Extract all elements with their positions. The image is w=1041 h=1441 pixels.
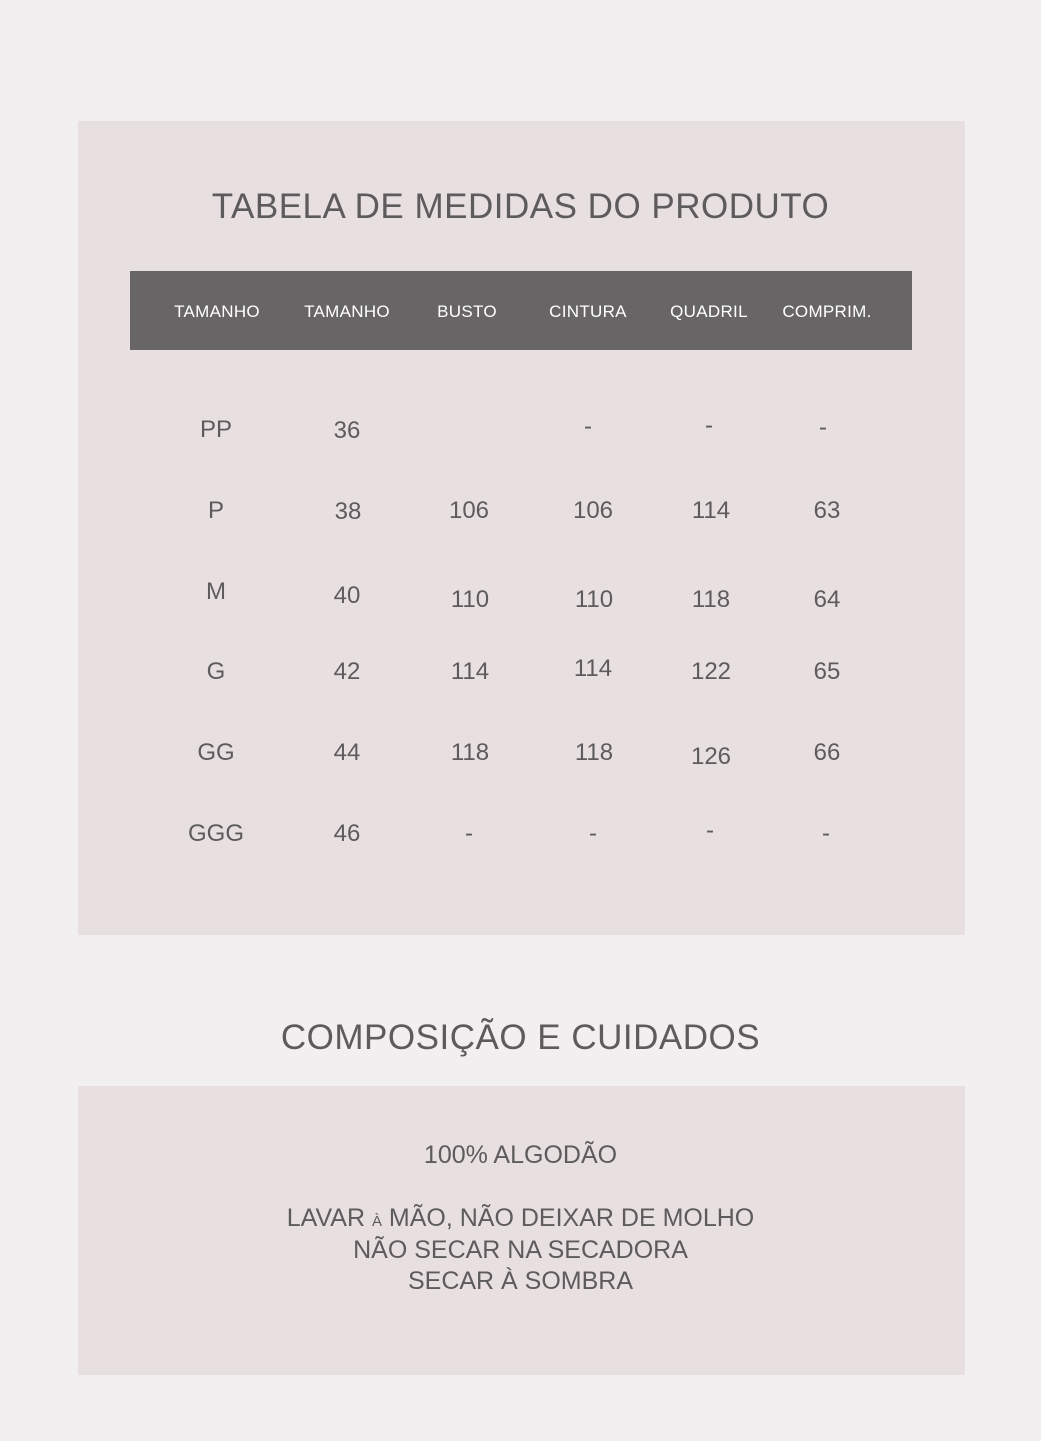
table-cell: 64 bbox=[813, 586, 841, 613]
table-cell: 110 bbox=[450, 586, 490, 613]
table-cell: P bbox=[207, 497, 224, 524]
table-cell: - bbox=[819, 414, 827, 441]
table-cell: - bbox=[584, 413, 592, 440]
table-cell: 38 bbox=[334, 498, 362, 525]
table-cell: 114 bbox=[573, 655, 613, 682]
table-cell: G bbox=[206, 658, 226, 685]
table-cell: 36 bbox=[333, 417, 361, 444]
care-section-title: COMPOSIÇÃO E CUIDADOS bbox=[280, 1018, 761, 1057]
table-cell: 114 bbox=[450, 658, 490, 685]
header-size-letter: TAMANHO bbox=[174, 302, 260, 321]
table-cell: 42 bbox=[333, 658, 361, 685]
care-instruction-dryer: NÃO SECAR NA SECADORA bbox=[353, 1236, 688, 1264]
header-waist: CINTURA bbox=[549, 302, 627, 321]
table-cell: 40 bbox=[333, 582, 361, 609]
care-instruction-shade: SECAR À SOMBRA bbox=[407, 1267, 634, 1295]
table-cell: - bbox=[706, 817, 714, 844]
table-cell: PP bbox=[199, 416, 232, 443]
care-instruction-wash bbox=[0, 1204, 1041, 1233]
table-cell: 118 bbox=[450, 739, 490, 766]
table-cell: 122 bbox=[690, 658, 732, 685]
table-cell: 66 bbox=[813, 739, 841, 766]
table-cell: M bbox=[206, 578, 226, 605]
table-cell: GGG bbox=[187, 820, 244, 847]
table-cell: - bbox=[705, 412, 713, 439]
care-instruction-wash-part2: À bbox=[371, 1213, 382, 1230]
size-table-header bbox=[130, 271, 912, 350]
table-cell: 44 bbox=[333, 739, 361, 766]
header-hip: QUADRIL bbox=[670, 302, 748, 321]
table-cell: 126 bbox=[690, 743, 732, 770]
table-cell: 106 bbox=[572, 497, 614, 524]
table-cell: 118 bbox=[691, 586, 731, 613]
care-instruction-wash-part3: MÃO, NÃO DEIXAR DE MOLHO bbox=[381, 1204, 755, 1232]
table-cell: 63 bbox=[813, 497, 841, 524]
size-table-panel bbox=[78, 121, 965, 935]
table-cell: GG bbox=[197, 739, 235, 766]
table-cell: 114 bbox=[691, 497, 731, 524]
table-cell: 46 bbox=[333, 820, 361, 847]
table-cell: 106 bbox=[448, 497, 490, 524]
composition-text: 100% ALGODÃO bbox=[423, 1141, 618, 1169]
table-cell: - bbox=[589, 820, 597, 847]
table-cell: 65 bbox=[813, 658, 841, 685]
table-cell: - bbox=[822, 820, 830, 847]
header-length: COMPRIM. bbox=[782, 302, 872, 321]
table-cell: - bbox=[465, 820, 473, 847]
size-table-title: TABELA DE MEDIDAS DO PRODUTO bbox=[211, 187, 830, 226]
header-size-number: TAMANHO bbox=[304, 302, 390, 321]
table-cell: 118 bbox=[574, 739, 614, 766]
care-instruction-wash-part1: LAVAR bbox=[286, 1204, 372, 1232]
table-cell: 110 bbox=[574, 586, 614, 613]
header-bust: BUSTO bbox=[437, 302, 497, 321]
